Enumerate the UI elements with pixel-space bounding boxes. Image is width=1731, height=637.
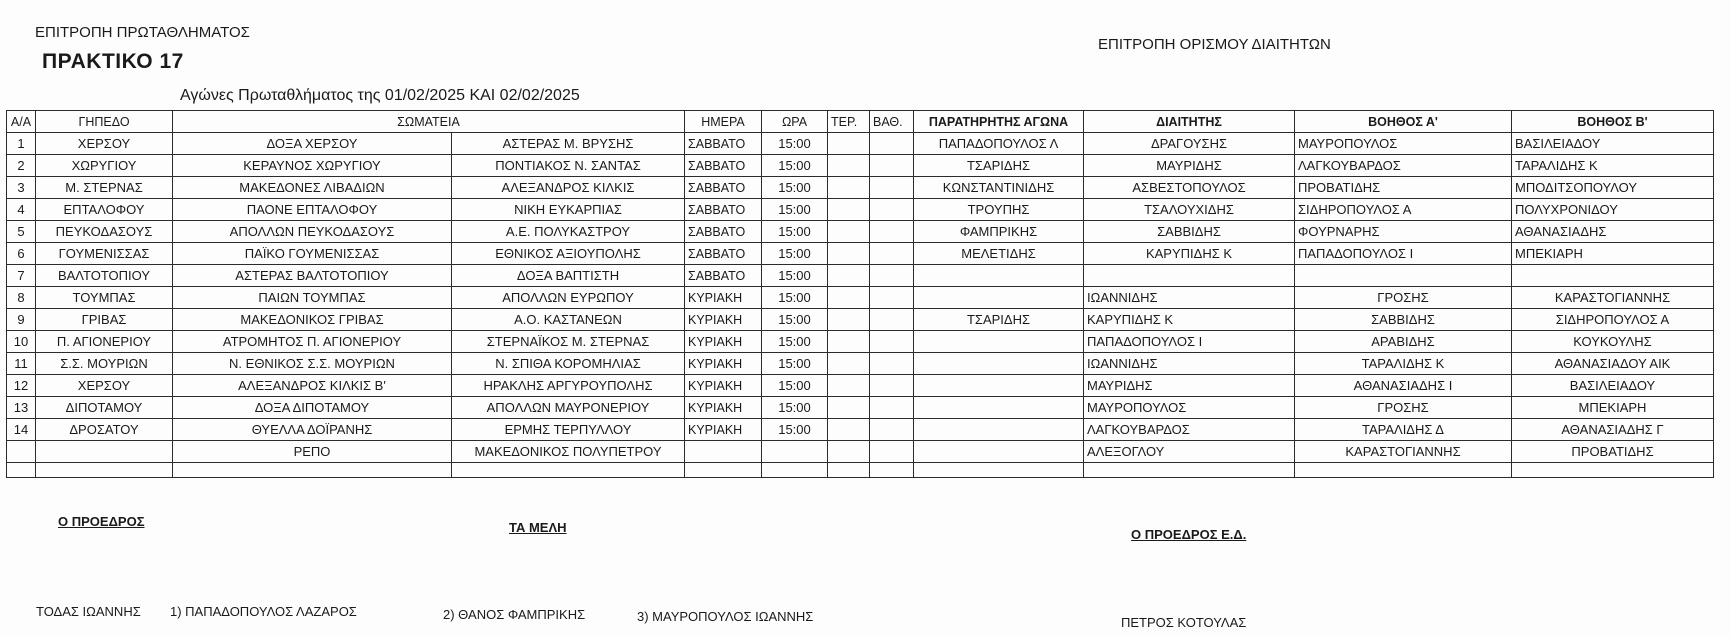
time-cell: 15:00 <box>762 221 828 243</box>
row-number: 6 <box>7 243 36 265</box>
referee-cell: ΤΣΑΛΟΥΧΙΔΗΣ <box>1084 199 1295 221</box>
assistant-b-cell <box>1512 265 1714 287</box>
row-number <box>7 441 36 463</box>
table-row <box>7 221 1714 243</box>
time-cell: 15:00 <box>762 199 828 221</box>
referee-cell <box>1084 265 1295 287</box>
ter-cell <box>828 155 870 177</box>
row-number: 11 <box>7 353 36 375</box>
vath-cell <box>870 331 914 353</box>
day-cell: ΚΥΡΙΑΚΗ <box>685 375 762 397</box>
assistant-b-cell: ΜΠΕΚΙΑΡΗ <box>1512 243 1714 265</box>
ground-cell: Σ.Σ. ΜΟΥΡΙΩΝ <box>36 353 173 375</box>
empty-cell <box>762 463 828 478</box>
empty-cell <box>1084 463 1295 478</box>
committee-name-left: ΕΠΙΤΡΟΠΗ ΠΡΩΤΑΘΛΗΜΑΤΟΣ <box>35 24 250 41</box>
assistant-a-cell: ΦΟΥΡΝΑΡΗΣ <box>1295 221 1512 243</box>
empty-cell <box>36 463 173 478</box>
header-vath: ΒΑΘ. <box>870 111 914 133</box>
away-club-cell: ΠΟΝΤΙΑΚΟΣ Ν. ΣΑΝΤΑΣ <box>452 155 685 177</box>
assistant-b-cell: ΚΑΡΑΣΤΟΓΙΑΝΝΗΣ <box>1512 287 1714 309</box>
ter-cell <box>828 287 870 309</box>
empty-cell <box>685 463 762 478</box>
ter-cell <box>828 177 870 199</box>
away-club-cell: ΝΙΚΗ ΕΥΚΑΡΠΙΑΣ <box>452 199 685 221</box>
assistant-a-cell: ΣΙΔΗΡΟΠΟΥΛΟΣ Α <box>1295 199 1512 221</box>
ground-cell: ΕΠΤΑΛΟΦΟΥ <box>36 199 173 221</box>
observer-cell <box>914 397 1084 419</box>
header-referee: ΔΙΑΙΤΗΤΗΣ <box>1084 111 1295 133</box>
vath-cell <box>870 353 914 375</box>
matches-subtitle: Αγώνες Πρωταθλήματος της 01/02/2025 ΚΑΙ 02/02/2025 <box>180 87 580 104</box>
ter-cell <box>828 133 870 155</box>
ter-cell <box>828 441 870 463</box>
day-cell: ΣΑΒΒΑΤΟ <box>685 177 762 199</box>
ter-cell <box>828 199 870 221</box>
assistant-a-cell: ΠΑΠΑΔΟΠΟΥΛΟΣ Ι <box>1295 243 1512 265</box>
time-cell: 15:00 <box>762 353 828 375</box>
header-assistant-a: ΒΟΗΘΟΣ Α' <box>1295 111 1512 133</box>
empty-cell <box>7 463 36 478</box>
table-row <box>7 375 1714 397</box>
assistant-b-cell: ΑΘΑΝΑΣΙΑΔΟΥ ΑΙΚ <box>1512 353 1714 375</box>
away-club-cell: ΔΟΞΑ ΒΑΠΤΙΣΤΗ <box>452 265 685 287</box>
day-cell: ΚΥΡΙΑΚΗ <box>685 309 762 331</box>
home-club-cell: ΑΤΡΟΜΗΤΟΣ Π. ΑΓΙΟΝΕΡΙΟΥ <box>173 331 452 353</box>
referee-cell: ΚΑΡΥΠΙΔΗΣ Κ <box>1084 243 1295 265</box>
ed-president-name: ΠΕΤΡΟΣ ΚΟΤΟΥΛΑΣ <box>1121 615 1247 630</box>
vath-cell <box>870 397 914 419</box>
assistant-b-cell: ΑΘΑΝΑΣΙΑΔΗΣ Γ <box>1512 419 1714 441</box>
assistant-a-cell: ΤΑΡΑΛΙΔΗΣ Δ <box>1295 419 1512 441</box>
observer-cell: ΤΣΑΡΙΔΗΣ <box>914 309 1084 331</box>
away-club-cell: ΑΣΤΕΡΑΣ Μ. ΒΡΥΣΗΣ <box>452 133 685 155</box>
away-club-cell: ΑΠΟΛΛΩΝ ΜΑΥΡΟΝΕΡΙΟΥ <box>452 397 685 419</box>
assistant-b-cell: ΒΑΣΙΛΕΙΑΔΟΥ <box>1512 375 1714 397</box>
day-cell: ΚΥΡΙΑΚΗ <box>685 353 762 375</box>
home-club-cell: ΜΑΚΕΔΟΝΕΣ ΛΙΒΑΔΙΩΝ <box>173 177 452 199</box>
ter-cell <box>828 419 870 441</box>
row-number: 4 <box>7 199 36 221</box>
ter-cell <box>828 265 870 287</box>
time-cell: 15:00 <box>762 397 828 419</box>
ground-cell: ΤΟΥΜΠΑΣ <box>36 287 173 309</box>
ground-cell: ΧΕΡΣΟΥ <box>36 375 173 397</box>
observer-cell <box>914 419 1084 441</box>
vath-cell <box>870 309 914 331</box>
row-number: 1 <box>7 133 36 155</box>
day-cell: ΣΑΒΒΑΤΟ <box>685 265 762 287</box>
table-row <box>7 309 1714 331</box>
home-club-cell: ΑΣΤΕΡΑΣ ΒΑΛΤΟΤΟΠΙΟΥ <box>173 265 452 287</box>
row-number: 8 <box>7 287 36 309</box>
empty-cell <box>870 463 914 478</box>
observer-cell <box>914 375 1084 397</box>
referee-cell: ΙΩΑΝΝΙΔΗΣ <box>1084 353 1295 375</box>
vath-cell <box>870 419 914 441</box>
vath-cell <box>870 177 914 199</box>
observer-cell <box>914 265 1084 287</box>
referee-cell: ΜΑΥΡΙΔΗΣ <box>1084 375 1295 397</box>
row-number: 14 <box>7 419 36 441</box>
assistant-a-cell: ΑΡΑΒΙΔΗΣ <box>1295 331 1512 353</box>
ground-cell: ΒΑΛΤΟΤΟΠΙΟΥ <box>36 265 173 287</box>
ter-cell <box>828 353 870 375</box>
away-club-cell: ΗΡΑΚΛΗΣ ΑΡΓΥΡΟΥΠΟΛΗΣ <box>452 375 685 397</box>
assistant-b-cell: ΜΠΟΔΙΤΣΟΠΟΥΛΟΥ <box>1512 177 1714 199</box>
referee-cell: ΛΑΓΚΟΥΒΑΡΔΟΣ <box>1084 419 1295 441</box>
table-header-row <box>7 111 1714 133</box>
table-row <box>7 441 1714 463</box>
vath-cell <box>870 375 914 397</box>
table-row <box>7 133 1714 155</box>
ground-cell: ΠΕΥΚΟΔΑΣΟΥΣ <box>36 221 173 243</box>
away-club-cell: ΕΘΝΙΚΟΣ ΑΞΙΟΥΠΟΛΗΣ <box>452 243 685 265</box>
table-row <box>7 243 1714 265</box>
table-row <box>7 287 1714 309</box>
assistant-b-cell: ΜΠΕΚΙΑΡΗ <box>1512 397 1714 419</box>
time-cell <box>762 441 828 463</box>
president-signature-label: Ο ΠΡΟΕΔΡΟΣ <box>58 514 145 529</box>
referee-cell: ΑΣΒΕΣΤΟΠΟΥΛΟΣ <box>1084 177 1295 199</box>
home-club-cell: ΑΛΕΞΑΝΔΡΟΣ ΚΙΛΚΙΣ Β' <box>173 375 452 397</box>
member-name-1: 1) ΠΑΠΑΔΟΠΟΥΛΟΣ ΛΑΖΑΡΟΣ <box>170 604 357 619</box>
referee-cell: ΜΑΥΡΟΠΟΥΛΟΣ <box>1084 397 1295 419</box>
observer-cell: ΚΩΝΣΤΑΝΤΙΝΙΔΗΣ <box>914 177 1084 199</box>
referee-cell: ΑΛΕΞΟΓΛΟΥ <box>1084 441 1295 463</box>
home-club-cell: ΚΕΡΑΥΝΟΣ ΧΩΡΥΓΙΟΥ <box>173 155 452 177</box>
assistant-b-cell: ΠΟΛΥΧΡΟΝΙΔΟΥ <box>1512 199 1714 221</box>
assistant-a-cell: ΛΑΓΚΟΥΒΑΡΔΟΣ <box>1295 155 1512 177</box>
table-row <box>7 331 1714 353</box>
observer-cell <box>914 331 1084 353</box>
observer-cell <box>914 353 1084 375</box>
assistant-a-cell <box>1295 265 1512 287</box>
ter-cell <box>828 397 870 419</box>
members-signature-label: ΤΑ ΜΕΛΗ <box>509 520 567 535</box>
time-cell: 15:00 <box>762 133 828 155</box>
day-cell: ΚΥΡΙΑΚΗ <box>685 397 762 419</box>
referee-cell: ΙΩΑΝΝΙΔΗΣ <box>1084 287 1295 309</box>
day-cell: ΚΥΡΙΑΚΗ <box>685 287 762 309</box>
assistant-a-cell: ΜΑΥΡΟΠΟΥΛΟΣ <box>1295 133 1512 155</box>
ground-cell: ΔΙΠΟΤΑΜΟΥ <box>36 397 173 419</box>
day-cell: ΣΑΒΒΑΤΟ <box>685 199 762 221</box>
president-name: ΤΟΔΑΣ ΙΩΑΝΝΗΣ <box>36 604 141 619</box>
away-club-cell: Ν. ΣΠΙΘΑ ΚΟΡΟΜΗΛΙΑΣ <box>452 353 685 375</box>
time-cell: 15:00 <box>762 265 828 287</box>
empty-cell <box>914 463 1084 478</box>
assistant-a-cell: ΣΑΒΒΙΔΗΣ <box>1295 309 1512 331</box>
day-cell: ΣΑΒΒΑΤΟ <box>685 243 762 265</box>
empty-cell <box>828 463 870 478</box>
header-time: ΩΡΑ <box>762 111 828 133</box>
ground-cell <box>36 441 173 463</box>
home-club-cell: Ν. ΕΘΝΙΚΟΣ Σ.Σ. ΜΟΥΡΙΩΝ <box>173 353 452 375</box>
row-number: 7 <box>7 265 36 287</box>
home-club-cell: ΘΥΕΛΛΑ ΔΟΪΡΑΝΗΣ <box>173 419 452 441</box>
assistant-b-cell: ΣΙΔΗΡΟΠΟΥΛΟΣ Α <box>1512 309 1714 331</box>
table-row <box>7 177 1714 199</box>
header-aa: Α/Α <box>7 111 36 133</box>
observer-cell: ΠΑΠΑΔΟΠΟΥΛΟΣ Λ <box>914 133 1084 155</box>
ground-cell: ΔΡΟΣΑΤΟΥ <box>36 419 173 441</box>
home-club-cell: ΠΑΟΝΕ ΕΠΤΑΛΟΦΟΥ <box>173 199 452 221</box>
time-cell: 15:00 <box>762 309 828 331</box>
time-cell: 15:00 <box>762 287 828 309</box>
referee-cell: ΠΑΠΑΔΟΠΟΥΛΟΣ Ι <box>1084 331 1295 353</box>
empty-cell <box>452 463 685 478</box>
observer-cell <box>914 441 1084 463</box>
away-club-cell: ΣΤΕΡΝΑΪΚΟΣ Μ. ΣΤΕΡΝΑΣ <box>452 331 685 353</box>
table-row <box>7 419 1714 441</box>
vath-cell <box>870 243 914 265</box>
row-number: 2 <box>7 155 36 177</box>
header-clubs: ΣΩΜΑΤΕΙΑ <box>173 111 685 133</box>
away-club-cell: ΑΛΕΞΑΝΔΡΟΣ ΚΙΛΚΙΣ <box>452 177 685 199</box>
committee-name-right: ΕΠΙΤΡΟΠΗ ΟΡΙΣΜΟΥ ΔΙΑΙΤΗΤΩΝ <box>1098 36 1331 53</box>
observer-cell: ΦΑΜΠΡΙΚΗΣ <box>914 221 1084 243</box>
day-cell: ΚΥΡΙΑΚΗ <box>685 331 762 353</box>
day-cell: ΣΑΒΒΑΤΟ <box>685 155 762 177</box>
header-observer: ΠΑΡΑΤΗΡΗΤΗΣ ΑΓΩΝΑ <box>914 111 1084 133</box>
home-club-cell: ΠΑΙΩΝ ΤΟΥΜΠΑΣ <box>173 287 452 309</box>
observer-cell <box>914 287 1084 309</box>
ground-cell: Μ. ΣΤΕΡΝΑΣ <box>36 177 173 199</box>
home-club-cell: ΑΠΟΛΛΩΝ ΠΕΥΚΟΔΑΣΟΥΣ <box>173 221 452 243</box>
away-club-cell: ΑΠΟΛΛΩΝ ΕΥΡΩΠΟΥ <box>452 287 685 309</box>
empty-cell <box>173 463 452 478</box>
assistant-a-cell: ΠΡΟΒΑΤΙΔΗΣ <box>1295 177 1512 199</box>
time-cell: 15:00 <box>762 243 828 265</box>
observer-cell: ΤΡΟΥΠΗΣ <box>914 199 1084 221</box>
home-club-cell: ΡΕΠΟ <box>173 441 452 463</box>
home-club-cell: ΔΟΞΑ ΧΕΡΣΟΥ <box>173 133 452 155</box>
assistant-b-cell: ΒΑΣΙΛΕΙΑΔΟΥ <box>1512 133 1714 155</box>
table-row-empty <box>7 463 1714 478</box>
row-number: 3 <box>7 177 36 199</box>
assistant-a-cell: ΓΡΟΣΗΣ <box>1295 397 1512 419</box>
time-cell: 15:00 <box>762 177 828 199</box>
day-cell <box>685 441 762 463</box>
ground-cell: ΓΡΙΒΑΣ <box>36 309 173 331</box>
row-number: 5 <box>7 221 36 243</box>
away-club-cell: Α.Ε. ΠΟΛΥΚΑΣΤΡΟΥ <box>452 221 685 243</box>
empty-cell <box>1295 463 1512 478</box>
header-ter: ΤΕΡ. <box>828 111 870 133</box>
ground-cell: ΧΩΡΥΓΙΟΥ <box>36 155 173 177</box>
member-name-2: 2) ΘΑΝΟΣ ΦΑΜΠΡΙΚΗΣ <box>443 607 586 622</box>
row-number: 9 <box>7 309 36 331</box>
vath-cell <box>870 221 914 243</box>
vath-cell <box>870 155 914 177</box>
header-assistant-b: ΒΟΗΘΟΣ Β' <box>1512 111 1714 133</box>
table-row <box>7 397 1714 419</box>
day-cell: ΣΑΒΒΑΤΟ <box>685 221 762 243</box>
member-name-3: 3) ΜΑΥΡΟΠΟΥΛΟΣ ΙΩΑΝΝΗΣ <box>637 609 814 624</box>
header-day: ΗΜΕΡΑ <box>685 111 762 133</box>
vath-cell <box>870 265 914 287</box>
document-title: ΠΡΑΚΤΙΚΟ 17 <box>42 50 184 73</box>
time-cell: 15:00 <box>762 155 828 177</box>
header-ground: ΓΗΠΕΔΟ <box>36 111 173 133</box>
vath-cell <box>870 199 914 221</box>
assistant-b-cell: ΠΡΟΒΑΤΙΔΗΣ <box>1512 441 1714 463</box>
vath-cell <box>870 287 914 309</box>
away-club-cell: ΕΡΜΗΣ ΤΕΡΠΥΛΛΟΥ <box>452 419 685 441</box>
table-row <box>7 155 1714 177</box>
table-row <box>7 265 1714 287</box>
assistant-a-cell: ΑΘΑΝΑΣΙΑΔΗΣ Ι <box>1295 375 1512 397</box>
assistant-b-cell: ΚΟΥΚΟΥΛΗΣ <box>1512 331 1714 353</box>
home-club-cell: ΠΑΪΚΟ ΓΟΥΜΕΝΙΣΣΑΣ <box>173 243 452 265</box>
ter-cell <box>828 243 870 265</box>
ter-cell <box>828 309 870 331</box>
day-cell: ΚΥΡΙΑΚΗ <box>685 419 762 441</box>
assistant-b-cell: ΤΑΡΑΛΙΔΗΣ Κ <box>1512 155 1714 177</box>
vath-cell <box>870 441 914 463</box>
away-club-cell: Α.Ο. ΚΑΣΤΑΝΕΩΝ <box>452 309 685 331</box>
ed-president-signature-label: Ο ΠΡΟΕΔΡΟΣ Ε.Δ. <box>1131 527 1247 542</box>
ground-cell: ΧΕΡΣΟΥ <box>36 133 173 155</box>
ter-cell <box>828 221 870 243</box>
matches-table <box>6 110 1714 478</box>
row-number: 12 <box>7 375 36 397</box>
row-number: 13 <box>7 397 36 419</box>
home-club-cell: ΜΑΚΕΔΟΝΙΚΟΣ ΓΡΙΒΑΣ <box>173 309 452 331</box>
time-cell: 15:00 <box>762 375 828 397</box>
time-cell: 15:00 <box>762 331 828 353</box>
assistant-b-cell: ΑΘΑΝΑΣΙΑΔΗΣ <box>1512 221 1714 243</box>
vath-cell <box>870 133 914 155</box>
time-cell: 15:00 <box>762 419 828 441</box>
empty-cell <box>1512 463 1714 478</box>
referee-cell: ΜΑΥΡΙΔΗΣ <box>1084 155 1295 177</box>
assistant-a-cell: ΚΑΡΑΣΤΟΓΙΑΝΝΗΣ <box>1295 441 1512 463</box>
home-club-cell: ΔΟΞΑ ΔΙΠΟΤΑΜΟΥ <box>173 397 452 419</box>
referee-cell: ΣΑΒΒΙΔΗΣ <box>1084 221 1295 243</box>
row-number: 10 <box>7 331 36 353</box>
table-row <box>7 353 1714 375</box>
observer-cell: ΤΣΑΡΙΔΗΣ <box>914 155 1084 177</box>
referee-cell: ΔΡΑΓΟΥΣΗΣ <box>1084 133 1295 155</box>
away-club-cell: ΜΑΚΕΔΟΝΙΚΟΣ ΠΟΛΥΠΕΤΡΟΥ <box>452 441 685 463</box>
referee-cell: ΚΑΡΥΠΙΔΗΣ Κ <box>1084 309 1295 331</box>
ground-cell: Π. ΑΓΙΟΝΕΡΙΟΥ <box>36 331 173 353</box>
assistant-a-cell: ΓΡΟΣΗΣ <box>1295 287 1512 309</box>
assistant-a-cell: ΤΑΡΑΛΙΔΗΣ Κ <box>1295 353 1512 375</box>
ter-cell <box>828 375 870 397</box>
ter-cell <box>828 331 870 353</box>
observer-cell: ΜΕΛΕΤΙΔΗΣ <box>914 243 1084 265</box>
table-row <box>7 199 1714 221</box>
day-cell: ΣΑΒΒΑΤΟ <box>685 133 762 155</box>
ground-cell: ΓΟΥΜΕΝΙΣΣΑΣ <box>36 243 173 265</box>
